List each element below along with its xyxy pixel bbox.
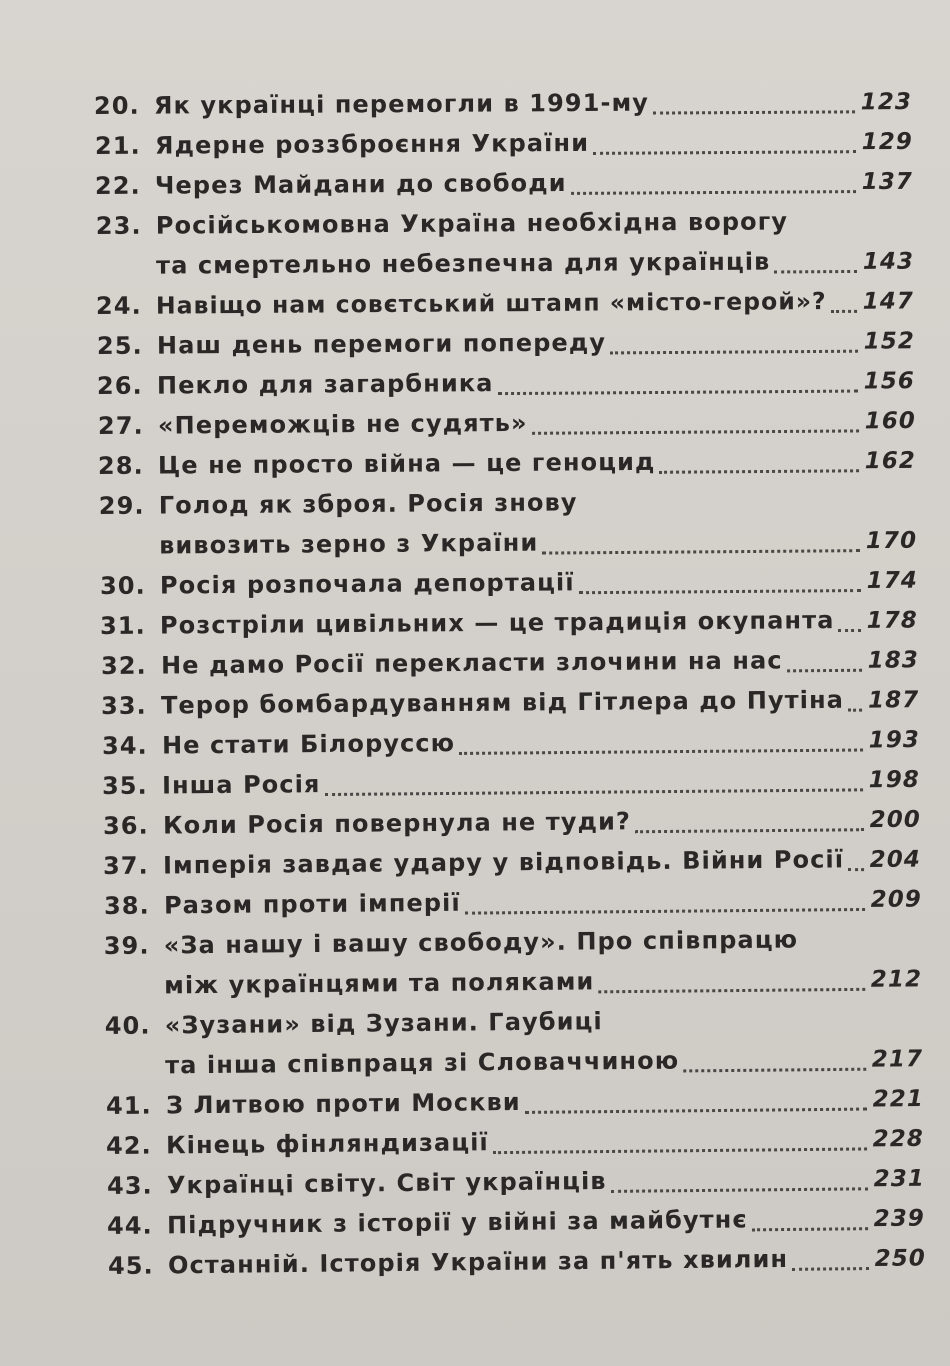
chapter-title: Через Майдани до свободи [154, 168, 567, 200]
page-number: 162 [864, 447, 917, 475]
chapter-number: 25. [96, 331, 143, 360]
toc-entry-line [98, 440, 916, 486]
chapter-number: 34. [101, 731, 148, 760]
toc-entry-line [98, 400, 916, 446]
toc-entry [100, 599, 918, 646]
toc-entry [98, 440, 916, 486]
chapter-title: Голод як зброя. Росія знову [158, 488, 578, 520]
toc-entry [95, 121, 913, 166]
page-number: 221 [872, 1086, 925, 1113]
table-of-contents [0, 86, 950, 1286]
toc-entry [101, 639, 919, 686]
page-number: 160 [864, 408, 917, 435]
chapter-number: 45. [107, 1251, 154, 1280]
chapter-number: 28. [97, 451, 144, 480]
page-number: 178 [866, 607, 919, 634]
chapter-number: 37. [102, 851, 149, 880]
chapter-title: Не дамо Росії перекласти злочини на нас [160, 646, 783, 680]
chapter-number: 40. [104, 1011, 151, 1041]
toc-entry [95, 161, 913, 206]
chapter-title: вивозить зерно з України [159, 528, 539, 560]
chapter-number: 26. [96, 371, 143, 400]
chapter-title: Інша Росія [161, 770, 321, 800]
chapter-title: Пекло для загарбника [156, 369, 494, 400]
toc-entry [105, 998, 924, 1086]
toc-entry-line [108, 1237, 926, 1286]
page-number: 174 [866, 567, 919, 594]
dot-leader [839, 629, 861, 632]
chapter-title: Імперія завдає удару у відповідь. Війни Росії [162, 845, 845, 880]
chapter-title: Ядерне роззброєння України [154, 128, 590, 160]
chapter-title: Останній. Історія України за п'ять хвилин [167, 1244, 789, 1280]
chapter-number: 41. [105, 1091, 152, 1120]
page-number: 170 [865, 527, 918, 555]
dot-leader [525, 1108, 867, 1114]
page-number: 147 [862, 288, 915, 315]
toc-entry-line [96, 280, 914, 326]
chapter-number: 24. [95, 291, 142, 320]
chapter-number: 42. [105, 1131, 152, 1160]
toc-entry-line [97, 320, 915, 366]
chapter-title: «Зузани» від Зузани. Гаубиці [164, 1007, 603, 1040]
chapter-title: Російськомовна Україна необхідна ворогу [155, 207, 789, 240]
toc-entry [100, 560, 918, 606]
page-number: 129 [861, 128, 914, 156]
dot-leader [325, 788, 863, 796]
page-number: 212 [870, 966, 923, 993]
page-number: 228 [872, 1125, 925, 1153]
dot-leader [593, 150, 856, 155]
chapter-number: 20. [93, 91, 140, 120]
dot-leader [660, 469, 859, 473]
page-number: 152 [863, 328, 916, 355]
page-number: 204 [869, 846, 922, 874]
toc-entry [99, 480, 918, 566]
chapter-number: 39. [103, 931, 150, 961]
chapter-number: 44. [106, 1211, 153, 1240]
toc-entry [98, 400, 916, 446]
chapter-number: 38. [103, 891, 150, 920]
chapter-title: Разом проти імперії [163, 888, 461, 920]
chapter-number: 27. [97, 411, 144, 440]
page-number: 156 [863, 368, 916, 395]
chapter-title: Як українці перемогли в 1991-му [153, 88, 650, 120]
toc-entry [108, 1237, 926, 1286]
dot-leader [831, 310, 857, 313]
chapter-number: 36. [102, 811, 149, 840]
dot-leader [493, 1147, 867, 1154]
toc-entry [97, 360, 915, 406]
toc-entry [96, 201, 915, 286]
chapter-title: Росія розпочала депортації [159, 568, 575, 600]
toc-entry-line [99, 480, 917, 526]
chapter-title: Підручник з історії у війні за майбутнє [166, 1205, 748, 1240]
chapter-number: 33. [100, 691, 147, 720]
page-number: 239 [873, 1205, 926, 1233]
dot-leader [683, 1068, 866, 1073]
chapter-number: 30. [99, 571, 146, 600]
toc-entry [96, 280, 914, 326]
toc-entry [94, 81, 912, 126]
page-number: 137 [861, 168, 914, 196]
chapter-number: 32. [100, 651, 147, 680]
toc-entry-line [100, 560, 918, 606]
chapter-title: та інша співпраця зі Словаччиною [165, 1046, 680, 1080]
dot-leader [571, 190, 856, 195]
chapter-title: Це не просто війна — це геноцид [157, 447, 656, 480]
chapter-title: «Переможців не судять» [157, 408, 528, 440]
toc-entry-line [96, 201, 914, 246]
chapter-title: «За нашу і вашу свободу». Про співпрацю [163, 925, 799, 960]
chapter-number: 29. [98, 491, 145, 521]
chapter-title: Розстріли цивільних — це традиція окупанта [159, 606, 835, 640]
page-number: 183 [867, 647, 920, 674]
page-number: 209 [870, 886, 923, 913]
dot-leader [848, 709, 862, 712]
chapter-title: Українці світу. Світ українців [166, 1166, 607, 1200]
page-number: 200 [869, 806, 922, 834]
toc-entry-line [101, 639, 919, 686]
chapter-title: Терор бомбардуванням від Гітлера до Путіна [160, 685, 845, 720]
toc-entry [97, 320, 915, 366]
dot-leader [598, 988, 864, 994]
dot-leader [498, 390, 858, 396]
page-number: 193 [868, 727, 921, 754]
chapter-title: Коли Росія повернула не туди? [162, 807, 632, 840]
dot-leader [610, 350, 858, 355]
dot-leader [542, 549, 859, 554]
page-number: 123 [860, 89, 913, 116]
toc-entry-line [95, 161, 913, 206]
chapter-number: 35. [101, 771, 148, 800]
dot-leader [653, 110, 855, 114]
dot-leader [532, 429, 859, 434]
dot-leader [579, 589, 861, 594]
chapter-number: 31. [99, 611, 146, 640]
dot-leader [792, 1267, 869, 1271]
page-number: 217 [871, 1046, 924, 1073]
toc-entry-line [96, 241, 914, 286]
chapter-number: 23. [95, 211, 142, 241]
dot-leader [848, 868, 864, 871]
toc-entry-line [97, 360, 915, 406]
chapter-number: 43. [106, 1171, 153, 1200]
dot-leader [787, 669, 862, 673]
page-number: 187 [867, 687, 920, 714]
chapter-title: Наш день перемоги попереду [156, 328, 607, 360]
chapter-number: 22. [94, 171, 141, 200]
chapter-title: та смертельно небезпечна для українців [156, 247, 771, 280]
dot-leader [752, 1227, 868, 1231]
toc-entry-line [94, 81, 912, 126]
toc-entry-line [95, 121, 913, 166]
dot-leader [635, 828, 864, 833]
chapter-title: Навіщо нам совєтський штамп «місто-герой»? [155, 287, 827, 320]
toc-entry-line [101, 679, 919, 726]
chapter-title: Не стати Білоруссю [161, 728, 456, 760]
chapter-title: Кінець фінляндизації [165, 1128, 489, 1160]
page-number: 231 [873, 1165, 926, 1193]
chapter-title: З Литвою проти Москви [165, 1087, 521, 1120]
chapter-title: між українцями та поляками [164, 967, 595, 1000]
toc-entry-line [100, 599, 918, 646]
toc-entry [101, 679, 919, 726]
chapter-number: 21. [94, 131, 141, 160]
dot-leader [774, 270, 856, 274]
dot-leader [611, 1187, 868, 1193]
page-number: 250 [874, 1245, 927, 1272]
toc-entry [104, 918, 923, 1006]
dot-leader [465, 908, 865, 915]
page-number: 198 [868, 766, 921, 794]
dot-leader [459, 748, 863, 754]
page-number: 143 [862, 248, 915, 275]
toc-entry-line [99, 520, 917, 566]
